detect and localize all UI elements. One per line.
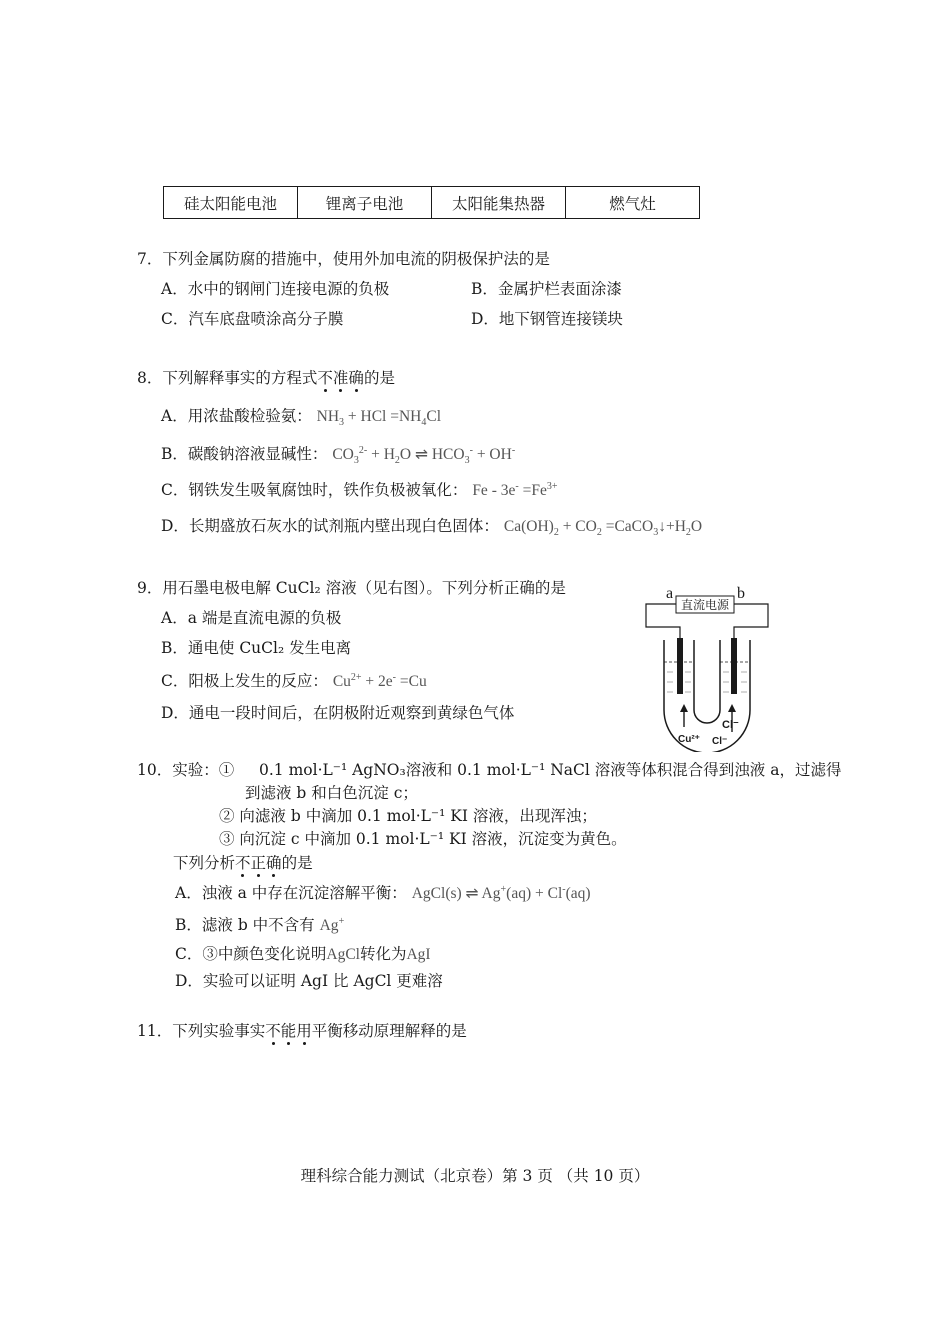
device-cell: 燃气灶 — [566, 187, 700, 219]
u-tube-inner — [694, 640, 720, 723]
stem-text: 下列实验事实 — [172, 1022, 266, 1040]
emphasis-char: 不 — [265, 1022, 281, 1040]
option-text: C．③中颜色变化说明 — [175, 945, 327, 963]
equation: $Ca(OH)_2 + CO_2$ $=CaCO_3↓+H_2O$ — [503, 518, 703, 539]
option-text: C．阳极上发生的反应： — [161, 672, 328, 690]
equation: $Cu^{2+} + 2e^- =Cu$ — [332, 671, 427, 690]
equation: $NH_3$ + HCl $=NH_4Cl$ — [316, 408, 442, 429]
electrolysis-figure — [640, 582, 775, 752]
ion-label-cu: Cu²⁺ — [678, 734, 700, 745]
q8-option-b — [161, 444, 515, 465]
q10-option-b — [175, 915, 344, 936]
q10-option-d: D．实验可以证明 AgI 比 AgCl 更难溶 — [175, 972, 443, 990]
electrode-right — [731, 638, 737, 694]
emphasis-char: 不 — [317, 369, 333, 387]
q8-option-c — [161, 480, 557, 501]
emphasis-char: 确 — [348, 369, 364, 387]
q11-stem — [137, 1021, 467, 1041]
q9-option-a: A．a 端是直流电源的负极 — [161, 609, 342, 627]
equation: AgCl(s) ⇌ Ag+(aq) + Cl-(aq) — [411, 883, 591, 902]
question-number: 11． — [137, 1022, 173, 1040]
stem-text: 平衡移动原理解释的是 — [311, 1022, 467, 1040]
stem-text: 下列分析 — [173, 854, 236, 872]
stem-text: 的是 — [281, 854, 313, 872]
q7-option-c: C．汽车底盘喷涂高分子膜 — [161, 310, 344, 328]
question-number: 7． — [137, 250, 163, 268]
device-cell: 锂离子电池 — [298, 187, 432, 219]
device-table — [163, 186, 700, 219]
q8-stem — [137, 368, 395, 388]
emphasis-char: 不 — [235, 854, 251, 872]
q10-exp3: ③ 向沉淀 c 中滴加 0.1 mol·L⁻¹ KI 溶液，沉淀变为黄色。 — [219, 830, 627, 848]
u-tube-outer — [664, 640, 750, 752]
option-text: D．长期盛放石灰水的试剂瓶内壁出现白色固体： — [161, 517, 499, 535]
wire-left — [646, 604, 680, 642]
cation-arrowhead — [680, 704, 688, 712]
q7-stem — [137, 249, 550, 269]
q8-option-a — [161, 406, 441, 427]
emphasis-char: 准 — [332, 369, 349, 387]
question-stem: 下列金属防腐的措施中，使用外加电流的阴极保护法的是 — [162, 250, 550, 268]
option-text: A．浊液 a 中存在沉淀溶解平衡： — [175, 884, 407, 902]
emphasis-char: 正 — [250, 854, 267, 872]
terminal-a-label: a — [666, 585, 674, 602]
question-number: 10． — [137, 761, 173, 779]
emphasis-char: 能 — [280, 1022, 297, 1040]
electrode-left — [677, 638, 683, 694]
q10-exp2: ② 向滤液 b 中滴加 0.1 mol·L⁻¹ KI 溶液，出现浑浊； — [219, 807, 597, 825]
equation: Ag+ — [319, 915, 345, 934]
q7-option-b: B．金属护栏表面涂漆 — [471, 280, 622, 298]
page-footer: 理科综合能力测试（北京卷）第 3 页 （共 10 页） — [300, 1167, 650, 1185]
stem-text: 下列解释事实的方程式 — [162, 369, 318, 387]
q8-option-d — [161, 516, 702, 537]
question-number: 8． — [137, 369, 163, 387]
q7-option-d: D．地下钢管连接镁块 — [471, 310, 623, 328]
ion-label-cl-bottom: Cl⁻ — [712, 736, 728, 747]
device-cell: 太阳能集热器 — [432, 187, 566, 219]
equation: $Fe - 3e^- =Fe^{3+}$ — [472, 480, 558, 499]
question-number: 9． — [137, 579, 163, 597]
option-text: A．用浓盐酸检验氨： — [161, 407, 312, 425]
option-text: C．钢铁发生吸氧腐蚀时，铁作负极被氧化： — [161, 481, 468, 499]
q10-option-c — [175, 944, 431, 965]
ion-label-cl-right: Cl⁻ — [722, 719, 739, 731]
q10-exp1-line2: 到滤液 b 和白色沉淀 c； — [245, 784, 418, 802]
q10-exp1-line1: 0.1 mol·L⁻¹ AgNO₃溶液和 0.1 mol·L⁻¹ NaCl 溶液等体积混合得到浊液 a，过滤得 — [259, 761, 842, 779]
terminal-b-label: b — [737, 585, 745, 602]
formula: AgCl — [326, 946, 360, 963]
option-text: 转化为 — [359, 945, 407, 963]
question-stem: 用石墨电极电解 CuCl₂ 溶液（见右图）。下列分析正确的是 — [162, 579, 566, 597]
equation: $CO_3^{2-} + H_2O$ ⇌ $HCO_3^- + OH^-$ — [332, 444, 516, 467]
q10-stem — [173, 853, 313, 873]
q9-option-c — [161, 671, 427, 692]
q10-option-a — [175, 883, 591, 904]
q9-option-d: D．通电一段时间后，在阴极附近观察到黄绿色气体 — [161, 704, 515, 722]
q9-stem — [137, 578, 566, 598]
device-cell: 硅太阳能电池 — [164, 187, 298, 219]
emphasis-char: 确 — [266, 854, 282, 872]
wire-right — [734, 604, 768, 642]
option-text: B．碳酸钠溶液显碱性： — [161, 445, 328, 463]
q10-label — [137, 760, 234, 780]
anion-arrowhead — [728, 704, 736, 712]
emphasis-char: 用 — [296, 1022, 312, 1040]
stem-text: 的是 — [363, 369, 395, 387]
q7-option-a: A．水中的钢闸门连接电源的负极 — [161, 280, 390, 298]
experiment-label: 实验：① — [172, 761, 235, 779]
formula: AgI — [406, 946, 431, 963]
power-supply-label: 直流电源 — [680, 598, 730, 612]
q9-option-b: B．通电使 CuCl₂ 发生电离 — [161, 639, 352, 657]
option-text: B．滤液 b 中不含有 — [175, 916, 315, 934]
